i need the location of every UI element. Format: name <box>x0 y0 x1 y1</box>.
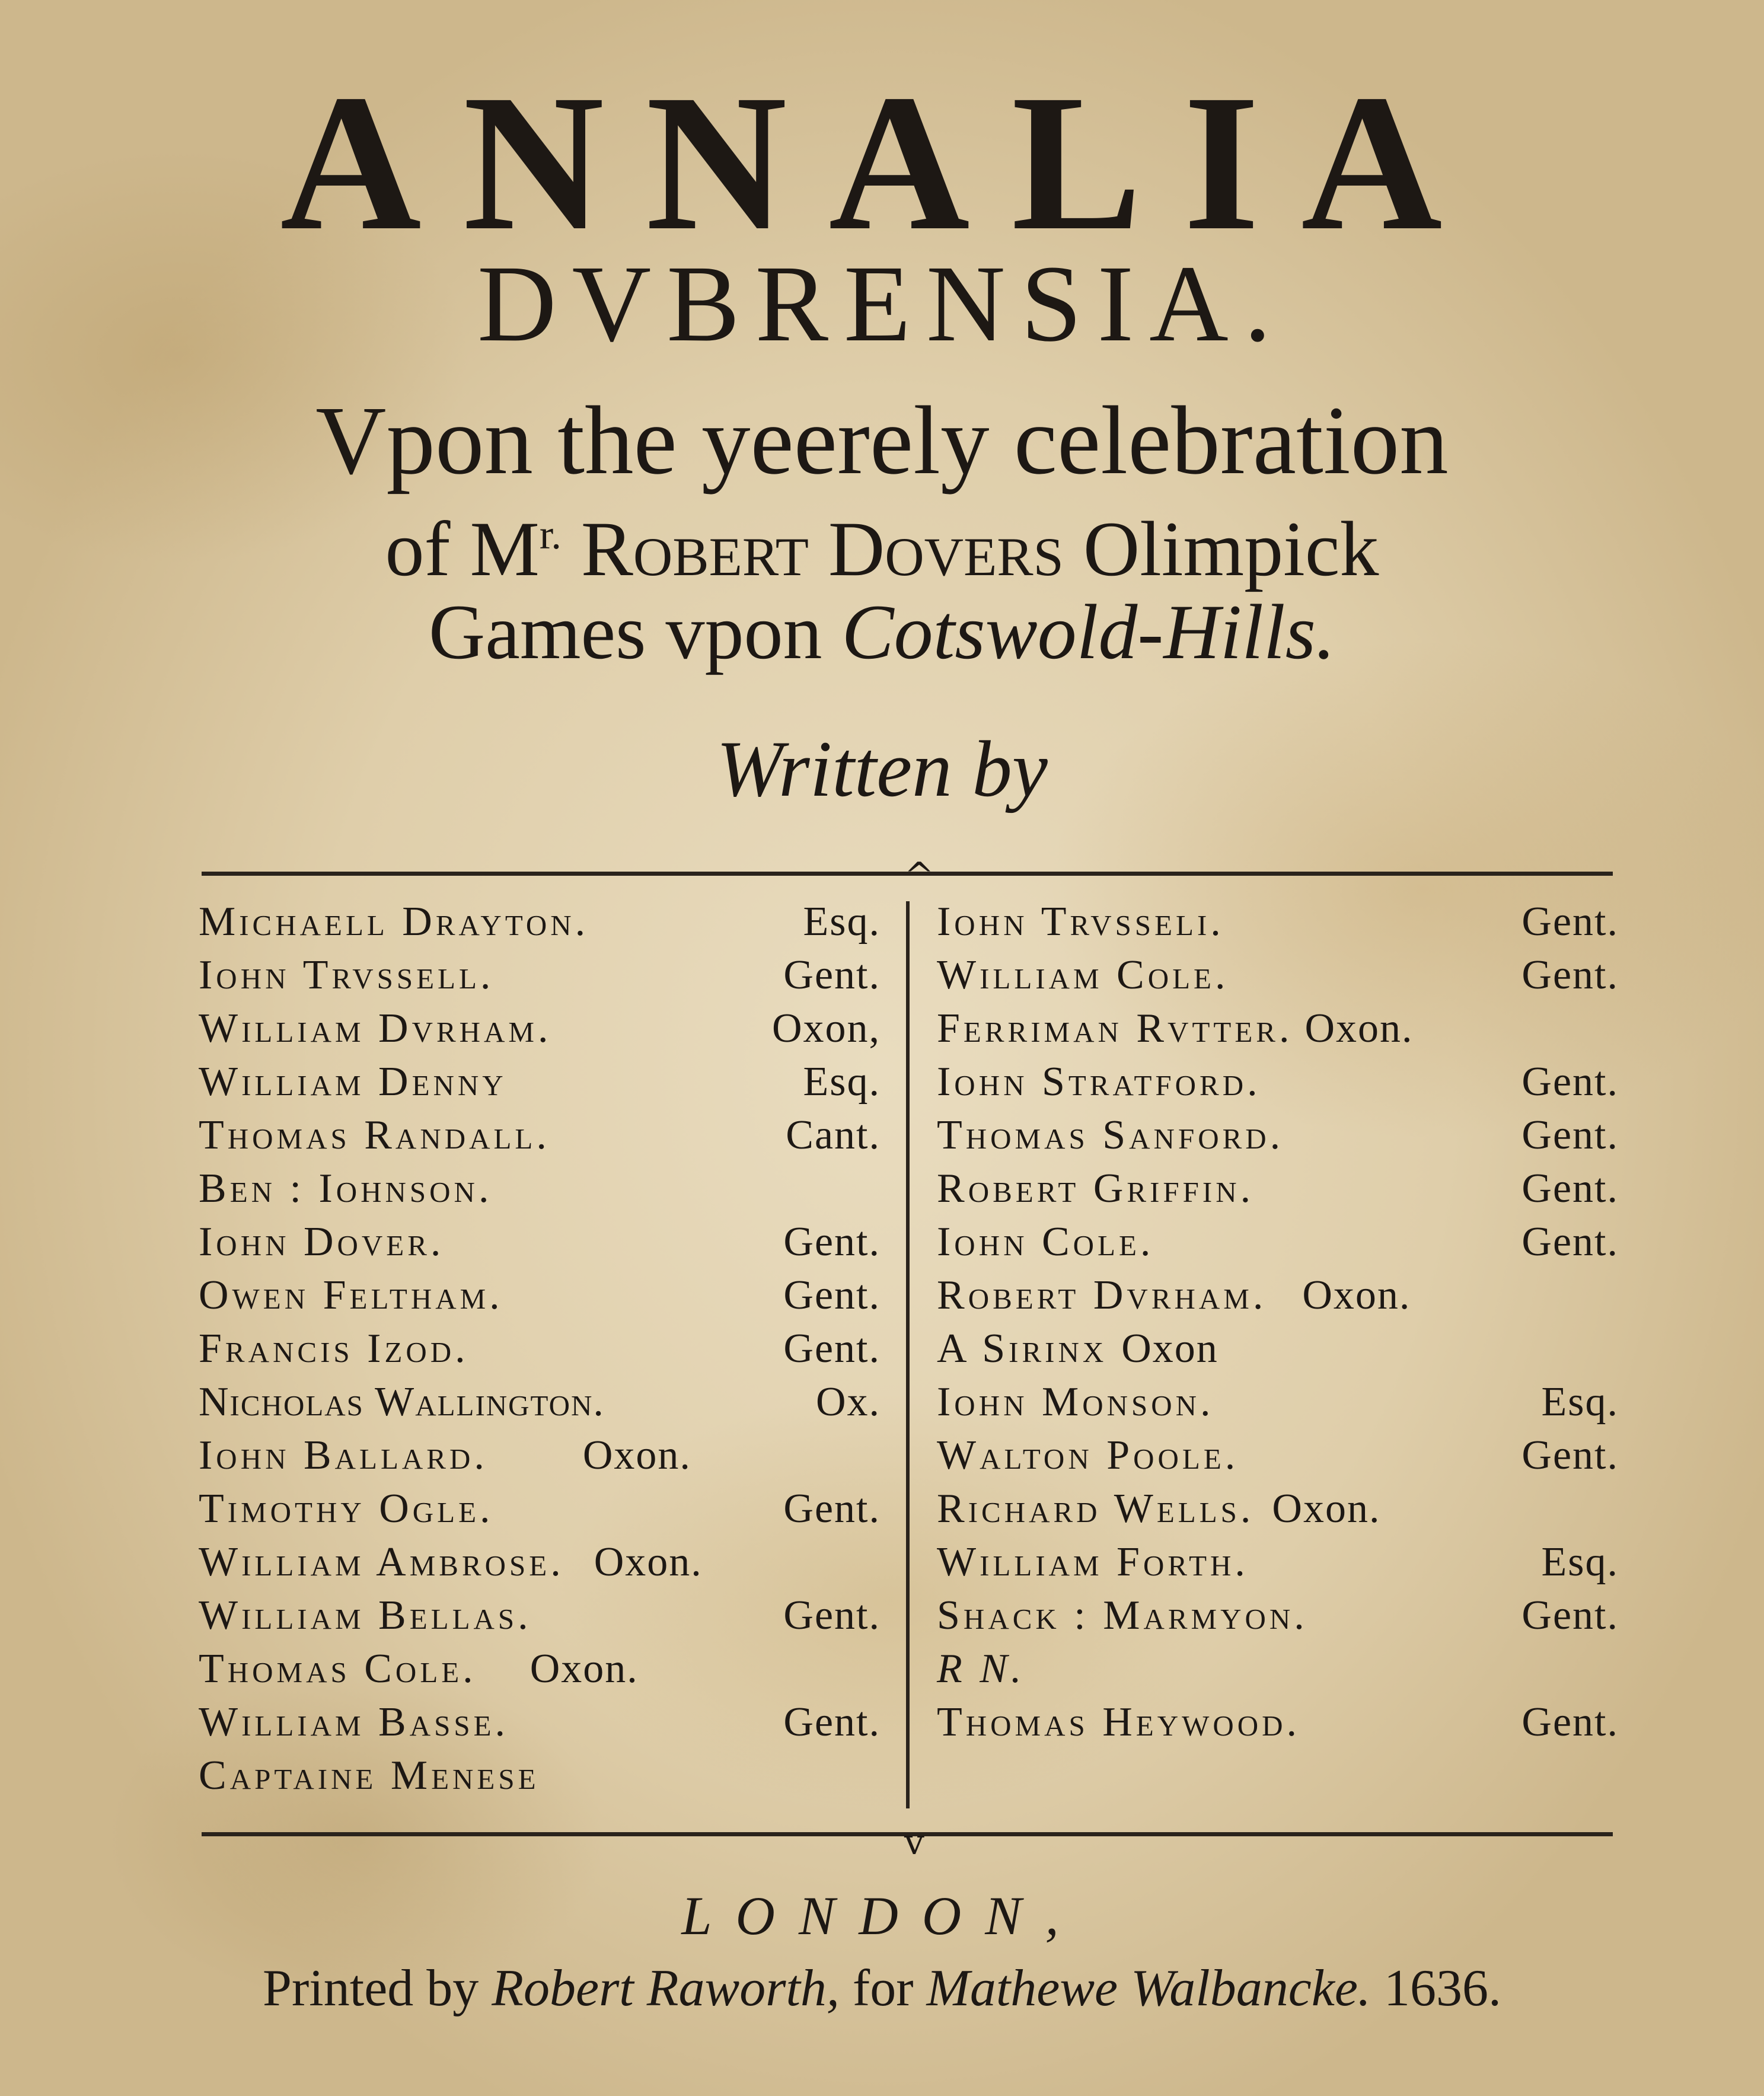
author-name: Thomas Heywood. <box>937 1699 1301 1745</box>
author-name: Thomas Sanford. <box>937 1112 1284 1158</box>
written-by: Written by <box>716 725 1048 813</box>
author-row <box>199 895 881 949</box>
subtitle-olimpick: Olimpick <box>1083 505 1379 592</box>
author-degree: Esq. <box>803 1059 881 1105</box>
author-degree: Ox. <box>815 1379 881 1425</box>
imprint-for: for <box>852 1960 914 2017</box>
author-row <box>199 949 881 1002</box>
subtitle-mr-sup: r. <box>539 512 562 558</box>
author-name: Francis Izod. <box>199 1326 469 1371</box>
column-divider <box>906 901 910 1808</box>
author-degree: Gent. <box>1521 1219 1619 1265</box>
author-row <box>937 1696 1619 1749</box>
author-degree: Gent. <box>783 1699 881 1745</box>
author-row <box>199 1216 881 1269</box>
author-row <box>937 1589 1619 1642</box>
author-name: William Ambrose. <box>199 1539 564 1585</box>
bottom-ornament-rule <box>202 1821 1613 1863</box>
author-name: Michaell Drayton. <box>199 899 589 945</box>
author-degree: Gent. <box>1521 1059 1619 1105</box>
top-ornament-rule <box>202 855 1613 897</box>
author-degree: Gent. <box>783 1593 881 1638</box>
author-name: William Denny <box>199 1059 507 1105</box>
author-name: Iohn Ballard. <box>199 1433 488 1478</box>
author-degree: Oxon. <box>1302 1272 1411 1318</box>
imprint-year: 1636. <box>1383 1960 1501 2017</box>
subtitle-line-1: Vpon the yeerely celebration <box>315 386 1449 495</box>
author-name: Iohn Cole. <box>937 1219 1154 1265</box>
author-degree: Gent. <box>783 1219 881 1265</box>
author-name: Robert Griffin. <box>937 1166 1255 1211</box>
author-name: Iohn Trvssell. <box>199 952 495 998</box>
author-name: A Sirinx <box>937 1326 1108 1371</box>
author-degree: Oxon. <box>1272 1486 1381 1532</box>
caret-up-ornament: ^ <box>904 855 934 897</box>
author-row <box>937 1642 1619 1696</box>
author-row <box>199 1589 881 1642</box>
author-degree: Gent. <box>783 1486 881 1532</box>
imprint-city: LONDON, <box>681 1886 1083 1946</box>
author-name: Richard Wells. <box>937 1486 1255 1532</box>
author-degree: Gent. <box>1521 952 1619 998</box>
author-name: Iohn Monson. <box>937 1379 1214 1425</box>
imprint-printed-by: Printed by <box>263 1960 479 2017</box>
author-degree: Oxon. <box>1304 1006 1414 1051</box>
author-row <box>199 1055 881 1109</box>
author-name: William Bellas. <box>199 1593 532 1638</box>
author-degree: Oxon. <box>529 1646 639 1692</box>
author-degree: Cant. <box>786 1112 881 1158</box>
author-row <box>199 1749 881 1803</box>
author-name: Owen Feltham. <box>199 1272 503 1318</box>
author-row <box>199 1269 881 1322</box>
author-row <box>937 1002 1619 1055</box>
authors-left-column <box>199 895 881 1803</box>
author-row <box>199 1376 881 1429</box>
author-name: Shack : Marmyon. <box>937 1593 1308 1638</box>
author-row <box>937 1109 1619 1162</box>
author-degree: Gent. <box>1521 1699 1619 1745</box>
author-degree: Oxon, <box>771 1006 881 1051</box>
author-degree: Gent. <box>1521 899 1619 945</box>
author-row <box>199 1696 881 1749</box>
author-degree: Gent. <box>783 952 881 998</box>
author-name: Thomas Randall. <box>199 1112 550 1158</box>
title-second: DVBRENSIA. <box>477 243 1287 365</box>
author-name: Iohn Dover. <box>199 1219 445 1265</box>
author-name: Walton Poole. <box>937 1433 1239 1478</box>
subtitle-of: of M <box>385 505 540 592</box>
author-degree: Gent. <box>1521 1433 1619 1478</box>
author-row <box>937 1429 1619 1482</box>
author-row <box>199 1429 881 1482</box>
author-row <box>937 1322 1619 1376</box>
author-row <box>199 1322 881 1376</box>
author-row <box>199 1162 881 1216</box>
author-name: William Forth. <box>937 1539 1249 1585</box>
imprint-bookseller: Mathewe Walbancke. <box>926 1960 1371 2017</box>
author-row <box>937 1216 1619 1269</box>
author-degree: Gent. <box>1521 1593 1619 1638</box>
author-row <box>199 1482 881 1536</box>
title-main: ANNALIA <box>280 55 1484 271</box>
subtitle-line-2 <box>0 505 1764 592</box>
author-row <box>199 1109 881 1162</box>
author-name: Ferriman Rvtter. <box>937 1006 1293 1051</box>
author-row <box>937 1536 1619 1589</box>
subtitle-dover-name: Robert Dovers <box>580 505 1064 592</box>
author-degree: Gent. <box>783 1326 881 1371</box>
subtitle-line-3 <box>0 588 1764 675</box>
author-row <box>937 1162 1619 1216</box>
author-name: Robert Dvrham. <box>937 1272 1267 1318</box>
caret-down-ornament: v <box>904 1821 924 1863</box>
author-row <box>199 1536 881 1589</box>
author-name: William Cole. <box>937 952 1229 998</box>
author-row <box>937 949 1619 1002</box>
author-row <box>937 1055 1619 1109</box>
subtitle-games: Games vpon <box>428 588 822 675</box>
author-name: Nicholas Wallington. <box>199 1379 605 1425</box>
author-name: Ben : Iohnson. <box>199 1166 493 1211</box>
author-row <box>937 1269 1619 1322</box>
author-name: Timothy Ogle. <box>199 1486 494 1532</box>
author-degree: Esq. <box>1541 1539 1619 1585</box>
author-degree: Gent. <box>1521 1166 1619 1211</box>
author-row <box>937 1376 1619 1429</box>
author-degree: Oxon. <box>582 1433 691 1478</box>
author-name: Iohn Trvsseli. <box>937 899 1224 945</box>
author-degree: Oxon. <box>594 1539 703 1585</box>
author-name: Thomas Cole. <box>199 1646 477 1692</box>
author-row <box>199 1002 881 1055</box>
author-name: Iohn Stratford. <box>937 1059 1261 1105</box>
author-row <box>937 895 1619 949</box>
author-name: R N. <box>937 1646 1025 1692</box>
author-degree: Gent. <box>783 1272 881 1318</box>
author-name: Captaine Menese <box>199 1753 540 1798</box>
author-degree: Esq. <box>1541 1379 1619 1425</box>
author-name: William Dvrham. <box>199 1006 552 1051</box>
author-row <box>937 1482 1619 1536</box>
imprint-printer: Robert Raworth, <box>492 1960 840 2017</box>
author-degree: Esq. <box>803 899 881 945</box>
author-name: William Basse. <box>199 1699 509 1745</box>
authors-right-column <box>937 895 1619 1749</box>
author-degree: Gent. <box>1521 1112 1619 1158</box>
subtitle-place: Cotswold-Hills. <box>841 588 1336 675</box>
author-row <box>199 1642 881 1696</box>
author-degree: Oxon <box>1121 1326 1218 1371</box>
imprint-line <box>0 1960 1764 2017</box>
